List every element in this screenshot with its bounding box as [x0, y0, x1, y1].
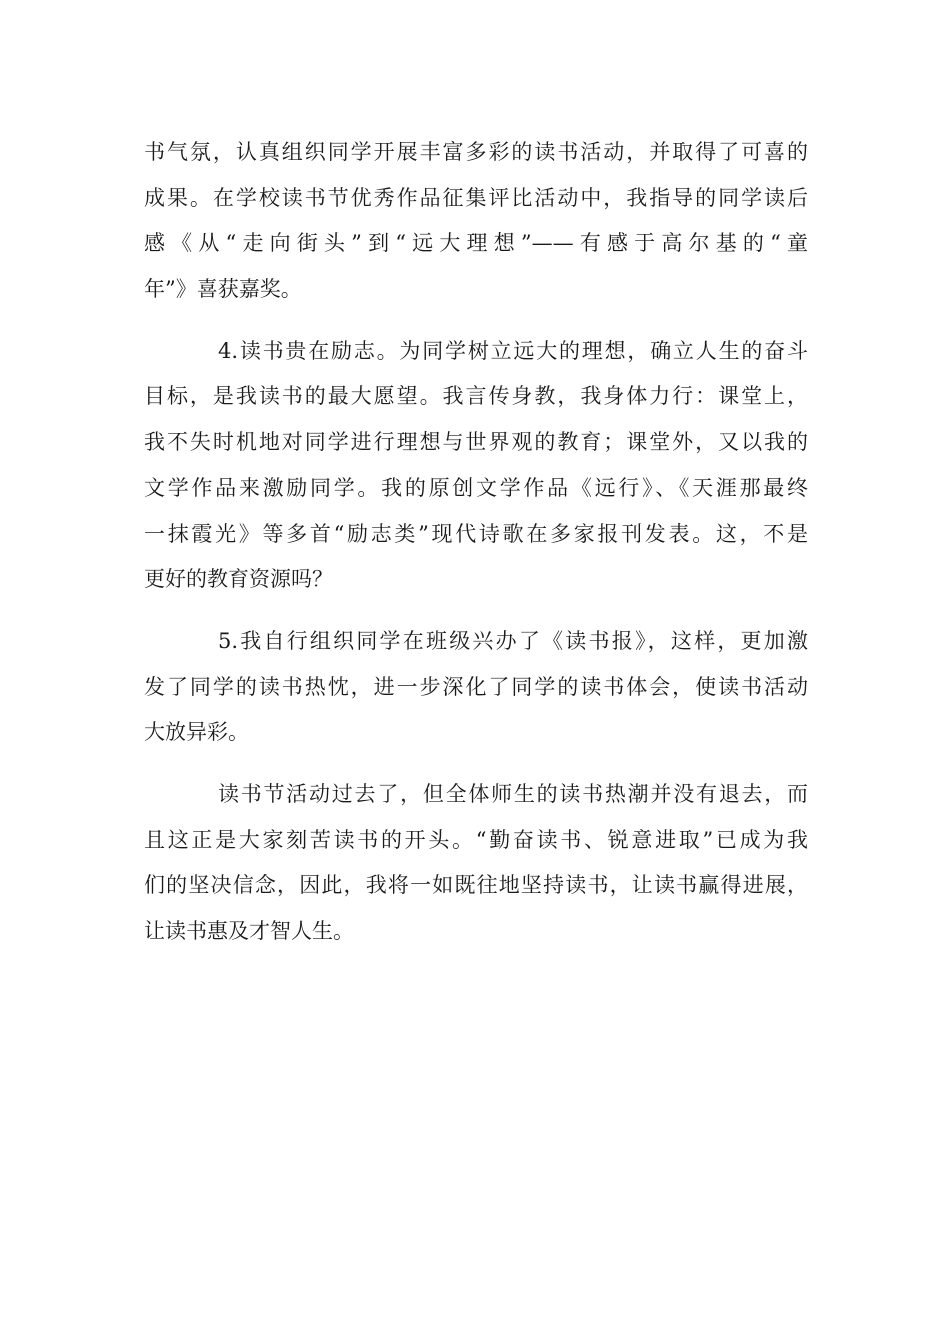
- document-body: [144, 130, 808, 955]
- paragraph-2: [144, 329, 808, 603]
- text-line: 大放异彩。: [144, 720, 249, 745]
- paragraph-gap: [144, 756, 808, 772]
- text-line: 目标，是我读书的最大愿望。我言传身教，我身体力行：课堂上，: [144, 384, 808, 409]
- text-line: 一抹霞光》等多首“励志类”现代诗歌在多家报刊发表。这，不是: [144, 521, 808, 546]
- paragraph-1: [144, 130, 808, 313]
- text-line: 4.读书贵在励志。为同学树立远大的理想，确立人生的奋斗: [218, 338, 808, 363]
- text-line: 且这正是大家刻苦读书的开头。“勤奋读书、锐意进取”已成为我: [144, 827, 808, 852]
- text-line: 我不失时机地对同学进行理想与世界观的教育；课堂外，又以我的: [144, 430, 808, 455]
- text-line: 们的坚决信念，因此，我将一如既往地坚持读书，让读书赢得进展，: [144, 873, 808, 898]
- text-line: 更好的教育资源吗？: [144, 567, 333, 592]
- paragraph-gap: [144, 603, 808, 619]
- text-line: 感《从“走向街头”到“远大理想”——有感于高尔基的“童: [144, 231, 808, 256]
- paragraph-3: [144, 619, 808, 756]
- text-line: 5.我自行组织同学在班级兴办了《读书报》，这样，更加激: [218, 628, 808, 653]
- text-line: 文学作品来激励同学。我的原创文学作品《远行》、《天涯那最终: [144, 475, 808, 500]
- paragraph-gap: [144, 313, 808, 329]
- text-line: 书气氛，认真组织同学开展丰富多彩的读书活动，并取得了可喜的: [144, 140, 808, 164]
- text-line: 发了同学的读书热忱，进一步深化了同学的读书体会，使读书活动: [144, 674, 808, 699]
- text-line: 成果。在学校读书节优秀作品征集评比活动中，我指导的同学读后: [144, 185, 808, 210]
- text-line: 让读书惠及才智人生。: [144, 919, 354, 943]
- text-line: 年”》喜获嘉奖。: [144, 277, 302, 302]
- text-line: 读书节活动过去了，但全体师生的读书热潮并没有退去，而: [218, 781, 808, 806]
- paragraph-4: [144, 772, 808, 955]
